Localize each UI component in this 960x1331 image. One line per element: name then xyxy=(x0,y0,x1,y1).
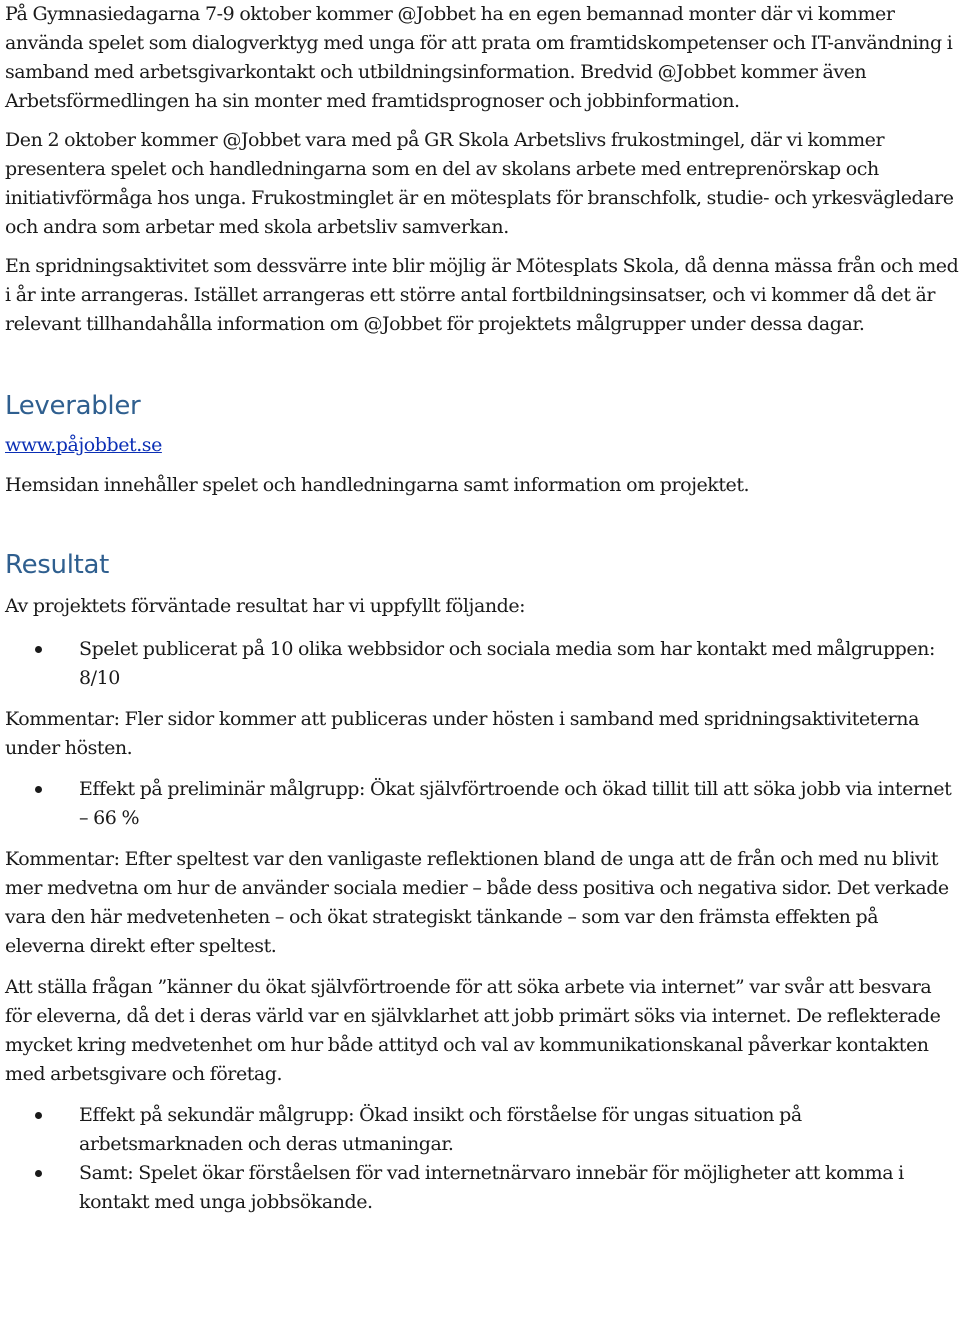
result-list-3 xyxy=(5,1101,960,1217)
kommentar-1: Kommentar: Fler sidor kommer att publiceras under hösten i samband med spridningsaktiviteterna under hösten. xyxy=(5,708,919,759)
bullet-icon xyxy=(35,1112,42,1119)
paragraph-gymnasiedagarna: På Gymnasiedagarna 7-9 oktober kommer @Jobbet ha en egen bemannad monter där vi kommer använda spelet som dialogverktyg med unga för att prata om framtidskompetenser och IT-användning i samband med arbetsgivarkontakt och utbildningsinformation. Bredvid @Jobbet kommer även Arbetsförmedlingen ha sin monter med framtidsprognoser och jobbinformation. xyxy=(5,3,953,112)
list-item xyxy=(5,635,960,693)
result-list-1 xyxy=(5,635,960,693)
document-page xyxy=(5,0,960,1217)
paragraph-att-stalla: Att ställa frågan ”känner du ökat självförtroende för att söka arbete via internet” var svår att besvara för eleverna, då det i deras värld var en självklarhet att jobb primärt söks via internet. De reflekterade mycket kring medvetenhet om hur både attityd och val av kommunikationskanal påverkar kontakten med arbetsgivare och företag. xyxy=(5,976,941,1085)
bullet-icon xyxy=(35,646,42,653)
list-item-text: Spelet publicerat på 10 olika webbsidor och sociala media som har kontakt med målgruppen: 8/10 xyxy=(79,638,935,689)
list-item xyxy=(5,775,960,833)
heading-leverabler: Leverabler xyxy=(5,391,141,421)
list-item-text: Effekt på sekundär målgrupp: Ökad insikt och förståelse för ungas situation på arbetsmarknaden och deras utmaningar. xyxy=(79,1104,802,1155)
result-list-2 xyxy=(5,775,960,833)
website-link[interactable]: www.påjobbet.se xyxy=(5,434,162,456)
resultat-intro: Av projektets förväntade resultat har vi uppfyllt följande: xyxy=(5,595,526,617)
paragraph-spridning: En spridningsaktivitet som dessvärre inte blir möjlig är Mötesplats Skola, då denna mässa från och med i år inte arrangeras. Istället arrangeras ett större antal fortbildningsinsatser, och vi kommer då det är relevant tillhandahålla information om @Jobbet för projektets målgrupper under dessa dagar. xyxy=(5,255,959,335)
kommentar-2: Kommentar: Efter speltest var den vanligaste reflektionen bland de unga att de från och med nu blivit mer medvetna om hur de använder sociala medier – både dess positiva och negativa sidor. Det verkade vara den här medvetenheten – och ökat strategiskt tänkande – som var den främsta effekten på eleverna direkt efter speltest. xyxy=(5,848,949,957)
list-item-text: Samt: Spelet ökar förståelsen för vad internetnärvaro innebär för möjligheter att komma i kontakt med unga jobbsökande. xyxy=(79,1162,904,1213)
list-item xyxy=(5,1101,960,1159)
paragraph-gr-skola: Den 2 oktober kommer @Jobbet vara med på GR Skola Arbetslivs frukostmingel, där vi kommer presentera spelet och handledningarna som en del av skolans arbete med entreprenörskap och initiativförmåga hos unga. Frukostminglet är en mötesplats för branschfolk, studie- och yrkesvägledare och andra som arbetar med skola arbetsliv samverkan. xyxy=(5,129,954,238)
bullet-icon xyxy=(35,786,42,793)
list-item-text: Effekt på preliminär målgrupp: Ökat självförtroende och ökad tillit till att söka jobb via internet – 66 % xyxy=(79,778,952,829)
bullet-icon xyxy=(35,1170,42,1177)
heading-resultat: Resultat xyxy=(5,550,110,580)
website-description: Hemsidan innehåller spelet och handledningarna samt information om projektet. xyxy=(5,474,750,496)
list-item xyxy=(5,1159,960,1217)
website-link-line xyxy=(5,431,960,460)
